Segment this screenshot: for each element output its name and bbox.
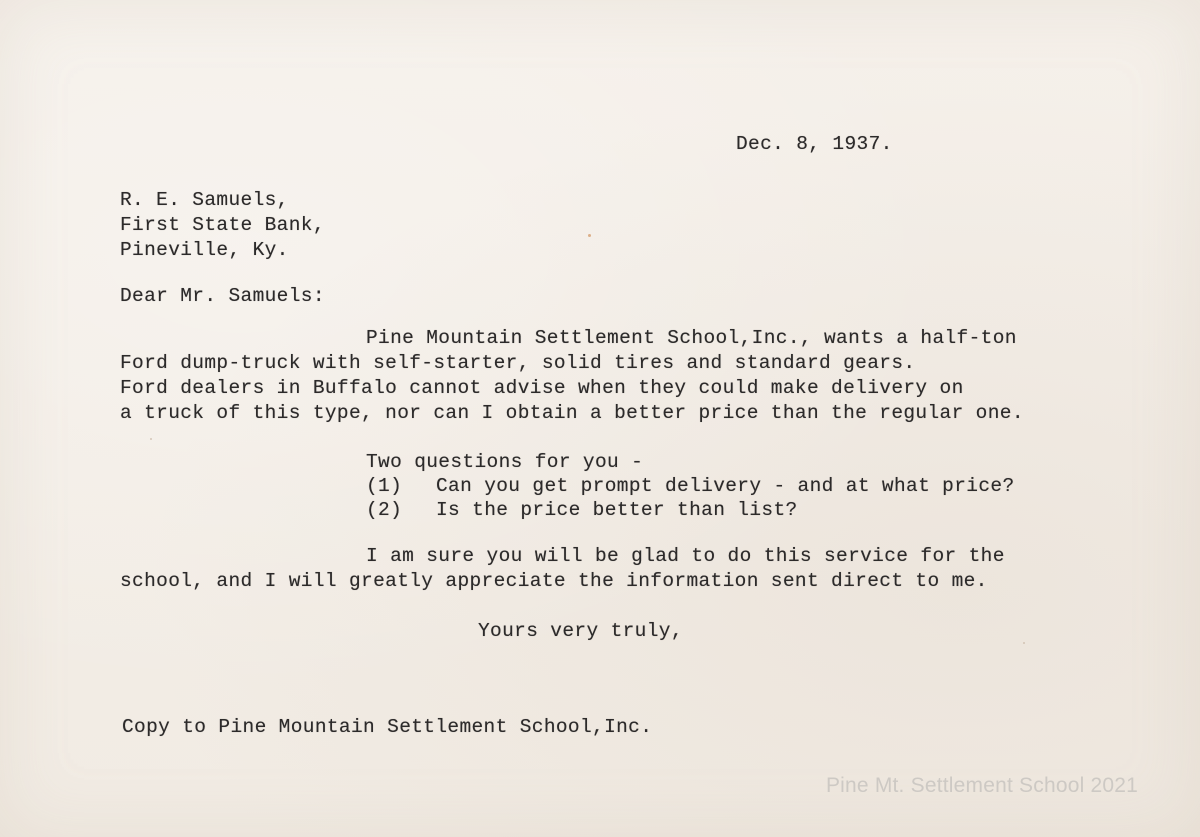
body-paragraph-2-line: school, and I will greatly appreciate the information sent direct to me. bbox=[120, 570, 988, 592]
question-1-text: Can you get prompt delivery - and at what price? bbox=[436, 475, 1015, 497]
body-paragraph-1-line: Ford dump-truck with self-starter, solid tires and standard gears. bbox=[120, 352, 916, 374]
body-paragraph-1-line: Pine Mountain Settlement School,Inc., wants a half-ton bbox=[366, 327, 1017, 349]
letter-date: Dec. 8, 1937. bbox=[736, 133, 893, 155]
salutation: Dear Mr. Samuels: bbox=[120, 285, 325, 307]
copy-note: Copy to Pine Mountain Settlement School,Inc. bbox=[122, 716, 653, 738]
question-2-text: Is the price better than list? bbox=[436, 499, 798, 521]
paper-speck bbox=[150, 438, 152, 440]
questions-intro: Two questions for you - bbox=[366, 451, 644, 473]
recipient-name: R. E. Samuels, bbox=[120, 189, 289, 211]
question-2-number: (2) bbox=[366, 499, 403, 521]
question-1-number: (1) bbox=[366, 475, 403, 497]
recipient-location: Pineville, Ky. bbox=[120, 239, 289, 261]
paper-speck bbox=[1023, 642, 1025, 644]
recipient-bank: First State Bank, bbox=[120, 214, 325, 236]
paper-speck bbox=[588, 234, 591, 237]
watermark-text: Pine Mt. Settlement School 2021 bbox=[825, 774, 1138, 797]
body-paragraph-1-line: Ford dealers in Buffalo cannot advise when they could make delivery on bbox=[120, 377, 964, 399]
body-paragraph-1-line: a truck of this type, nor can I obtain a better price than the regular one. bbox=[120, 402, 1024, 424]
body-paragraph-2-line: I am sure you will be glad to do this service for the bbox=[366, 545, 1005, 567]
closing: Yours very truly, bbox=[478, 620, 683, 642]
